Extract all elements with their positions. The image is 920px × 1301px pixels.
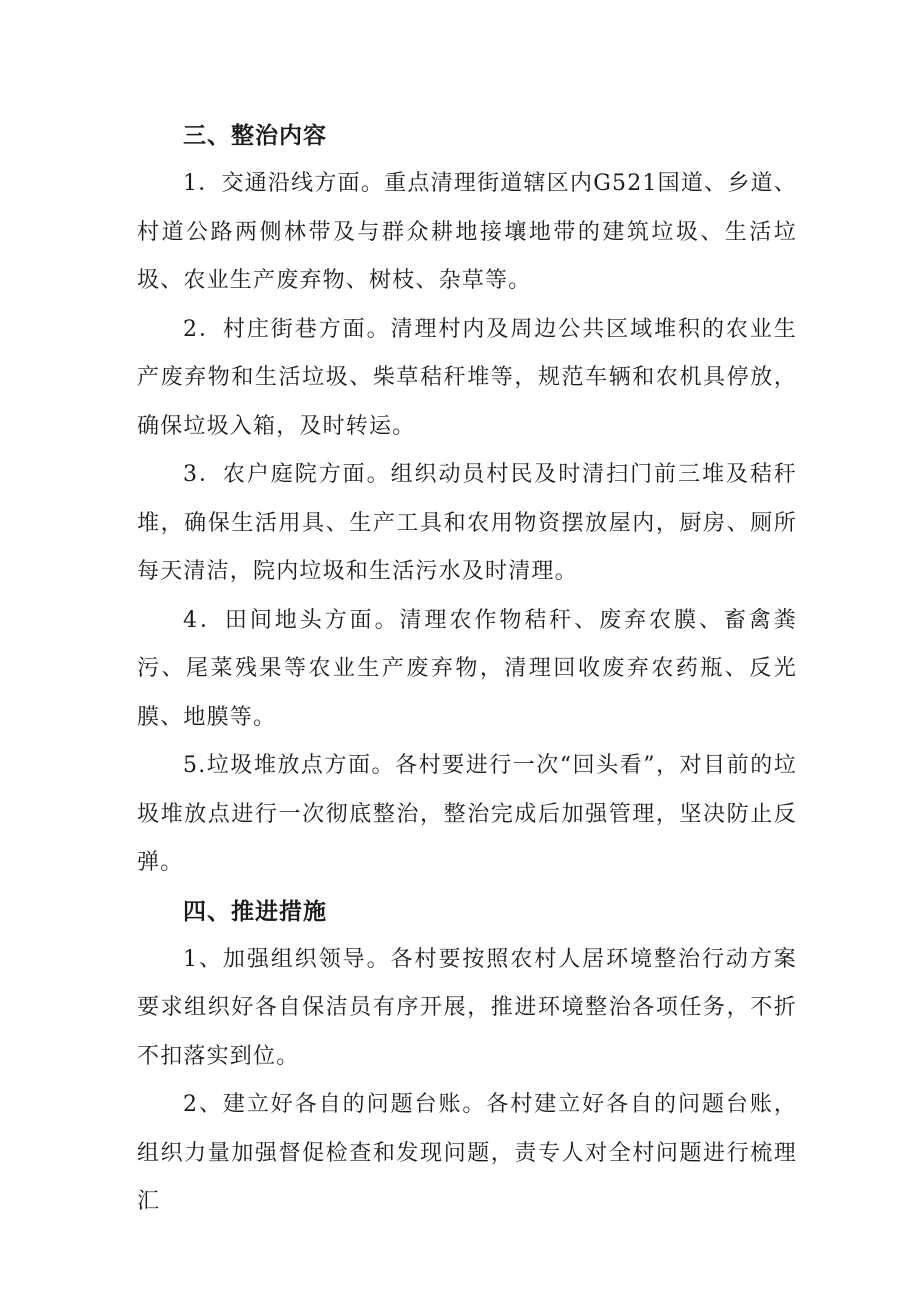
paragraph-fields: 4．田间地头方面。清理农作物秸秆、废弃农膜、畜禽粪污、尾菜残果等农业生产废弃物，清理回收废弃农药瓶、反光膜、地膜等。 (137, 607, 797, 730)
document-body (137, 112, 797, 1227)
paragraph-traffic-routes: 1．交通沿线方面。重点清理街道辖区内G521国道、乡道、村道公路两侧林带及与群众耕地接壤地带的建筑垃圾、生活垃圾、农业生产废弃物、树枝、杂草等。 (137, 171, 797, 293)
paragraph-garbage-points: 5.垃圾堆放点方面。各村要进行一次“回头看”，对目前的垃圾堆放点进行一次彻底整治，整治完成后加强管理，坚决防止反弹。 (137, 753, 797, 875)
section-heading-measures: 四、推进措施 (183, 898, 327, 925)
paragraph-village-streets: 2．村庄街巷方面。清理村内及周边公共区域堆积的农业生产废弃物和生活垃圾、柴草秸秆堆等，规范车辆和农机具停放，确保垃圾入箱，及时转运。 (137, 316, 797, 439)
paragraph-farm-courtyards: 3．农户庭院方面。组织动员村民及时清扫门前三堆及秸秆堆，确保生活用具、生产工具和农用物资摆放屋内，厨房、厕所每天清洁，院内垃圾和生活污水及时清理。 (137, 462, 797, 584)
paragraph-problem-ledger: 2、建立好各自的问题台账。各村建立好各自的问题台账，组织力量加强督促检查和发现问题，责专人对全村问题进行梳理汇 (137, 1092, 797, 1214)
paragraph-organization-leadership: 1、加强组织领导。各村要按照农村人居环境整治行动方案要求组织好各自保洁员有序开展，推进环境整治各项任务，不折不扣落实到位。 (137, 946, 797, 1069)
section-heading-remediation-content: 三、整治内容 (183, 123, 327, 149)
